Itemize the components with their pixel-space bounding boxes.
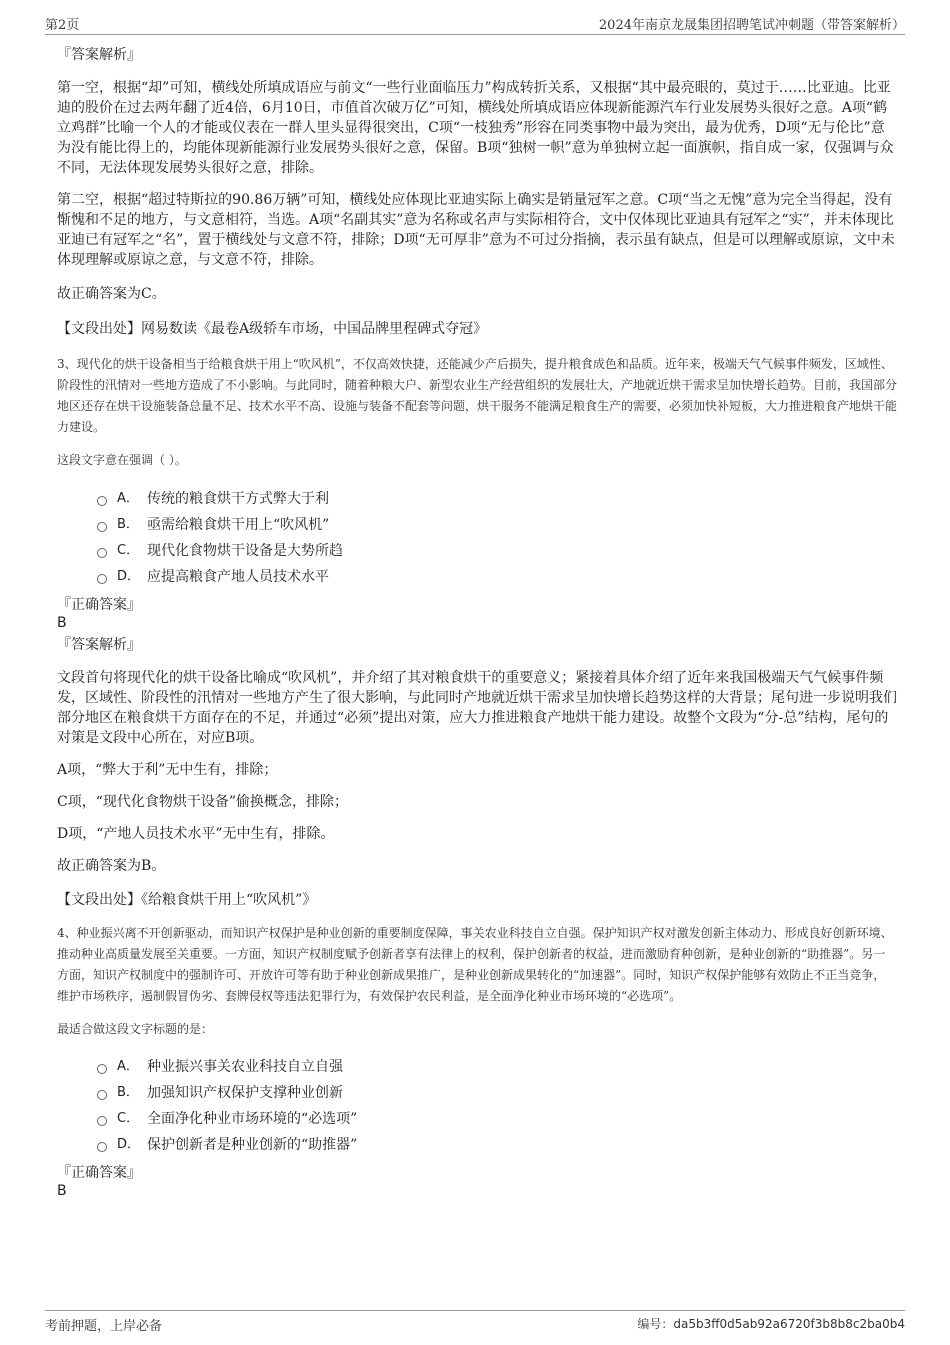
conclusion: 故正确答案为B。 xyxy=(57,858,166,874)
question-stem: 4、种业振兴离不开创新驱动，而知识产权保护是种业创新的重要制度保障，事关农业科技自立自强。保护知识产权对激发创新主体动力、形成良好创新环境、推动种业高质量发展至关重要。一方面，知识产权制度赋予创新者享有法律上的权利，保护创新者的权益，进而激励育种创新，是种业创新的“助推器”。另一方面，知识产权制度中的强制许可、开放许可等有助于种业创新成果推广，是种业创新成果转化的“加速器”。同时，知识产权保护能够有效防止不正当竞争，维护市场秩序，遏制假冒伪劣、套牌侵权等违法犯罪行为，有效保护农民利益，是全面净化种业市场环境的“必选项”。 xyxy=(57,926,893,1003)
radio-icon[interactable] xyxy=(97,1064,107,1074)
elimination-a: A项，“弊大于利”无中生有，排除； xyxy=(57,762,278,778)
elimination-d: D项，“产地人员技术水平”无中生有，排除。 xyxy=(57,826,335,842)
option-letter: C． xyxy=(117,1111,140,1126)
option-b[interactable] xyxy=(97,512,897,538)
code-value: da5b3ff0d5ab92a6720f3b8b8c2ba0b4 xyxy=(673,1317,905,1331)
radio-icon[interactable] xyxy=(97,548,107,558)
question-4 xyxy=(57,923,897,1200)
option-text: 现代化食物烘干设备是大势所趋 xyxy=(147,543,343,559)
radio-icon[interactable] xyxy=(97,522,107,532)
page-number: 第2页 xyxy=(45,18,80,33)
source-citation: 【文段出处】《给粮食烘干用上“吹风机”》 xyxy=(57,892,317,908)
analysis-paragraph: 第一空，根据“却”可知，横线处所填成语应与前文“一些行业面临压力”构成转折关系，又根据“其中最亮眼的，莫过于……比亚迪。比亚迪的股价在过去两年翻了近4倍，6月10日，市值首次破万亿”可知，横线处所填成语应体现新能源汽车行业发展势头很好之意。A项“鹤立鸡群”比喻一个人的才能或仪表在一群人里头显得很突出，C项“一枝独秀”形容在同类事物中最为突出，最为优秀，D项“无与伦比”意为没有能比得上的，均能体现新能源行业发展势头很好之意，保留。B项“独树一帜”意为单独树立起一面旗帜，指自成一家，仅强调与众不同，无法体现发展势头很好之意，排除。 xyxy=(57,80,894,176)
main-content xyxy=(57,46,897,1200)
option-d[interactable] xyxy=(97,1132,897,1158)
option-a[interactable] xyxy=(97,486,897,512)
option-a[interactable] xyxy=(97,1054,897,1080)
code-label: 编号： xyxy=(637,1317,674,1331)
option-text: 全面净化种业市场环境的“必选项” xyxy=(147,1111,358,1127)
correct-answer: B xyxy=(57,615,67,631)
option-text: 种业振兴事关农业科技自立自强 xyxy=(147,1059,343,1075)
option-letter: C． xyxy=(117,543,140,558)
document-title: 2024年南京龙晟集团招聘笔试冲刺题（带答案解析） xyxy=(598,18,905,33)
option-letter: A． xyxy=(117,491,139,506)
option-list xyxy=(97,1054,897,1158)
radio-icon[interactable] xyxy=(97,1090,107,1100)
option-c[interactable] xyxy=(97,538,897,564)
option-text: 应提高粮食产地人员技术水平 xyxy=(147,569,329,585)
radio-icon[interactable] xyxy=(97,1142,107,1152)
analysis-label: 『答案解析』 xyxy=(57,47,141,63)
footer-slogan: 考前押题，上岸必备 xyxy=(45,1319,163,1334)
analysis-paragraph: 文段首句将现代化的烘干设备比喻成“吹风机”，并介绍了其对粮食烘干的重要意义；紧接着具体介绍了近年来我国极端天气气候事件频发，区域性、阶段性的汛情对一些地方产生了很大影响，与此同时产地就近烘干需求呈加快增长趋势这样的大背景；尾句进一步说明我们部分地区在粮食烘干方面存在的不足，并通过“必须”提出对策，应大力推进粮食产地烘干能力建设。故整个文段为“分-总”结构，尾句的对策是文段中心所在，对应B项。 xyxy=(57,670,897,746)
analysis-paragraph: 第二空，根据“超过特斯拉的90.86万辆”可知，横线处应体现比亚迪实际上确实是销量冠军之意。C项“当之无愧”意为完全当得起，没有惭愧和不足的地方，与文意相符，当选。A项“名副其实”意为名称或名声与实际相符合，文中仅体现比亚迪具有冠军之“实”，并未体现比亚迪已有冠军之“名”，置于横线处与文意不符，排除；D项“无可厚非”意为不可过分指摘，表示虽有缺点，但是可以理解或原谅，文中未体现理解或原谅之意，与文意不符，排除。 xyxy=(57,192,895,268)
option-text: 加强知识产权保护支撑种业创新 xyxy=(147,1085,343,1101)
option-letter: B． xyxy=(117,517,139,532)
option-d[interactable] xyxy=(97,564,897,590)
elimination-c: C项，“现代化食物烘干设备”偷换概念，排除； xyxy=(57,794,349,810)
option-letter: B． xyxy=(117,1085,139,1100)
question-stem: 3、现代化的烘干设备相当于给粮食烘干用上“吹风机”，不仅高效快捷，还能减少产后损失，提升粮食成色和品质。近年来，极端天气气候事件频发，区域性、阶段性的汛情对一些地方造成了不小影响。与此同时，随着种粮大户、新型农业生产经营组织的发展壮大，产地就近烘干需求呈加快增长趋势。目前，我国部分地区还存在烘干设施装备总量不足、技术水平不高、设施与装备不配套等问题，烘干服务不能满足粮食生产的需要，必须加快补短板，大力推进粮食产地烘干能力建设。 xyxy=(57,357,898,434)
question-prompt: 最适合做这段文字标题的是： xyxy=(57,1022,214,1036)
option-text: 传统的粮食烘干方式弊大于利 xyxy=(147,491,329,507)
question-prompt: 这段文字意在强调（ ）。 xyxy=(57,453,187,467)
radio-icon[interactable] xyxy=(97,574,107,584)
option-letter: A． xyxy=(117,1059,139,1074)
radio-icon[interactable] xyxy=(97,496,107,506)
answer-label: 『正确答案』 xyxy=(57,597,141,613)
option-b[interactable] xyxy=(97,1080,897,1106)
radio-icon[interactable] xyxy=(97,1116,107,1126)
option-text: 保护创新者是种业创新的“助推器” xyxy=(147,1137,358,1153)
page-footer xyxy=(45,1310,905,1334)
answer-label: 『正确答案』 xyxy=(57,1165,141,1181)
source-citation: 【文段出处】网易数读《最卷A级轿车市场，中国品牌里程碑式夺冠》 xyxy=(57,321,488,337)
analysis-label: 『答案解析』 xyxy=(57,637,141,653)
correct-answer: B xyxy=(57,1183,67,1199)
option-text: 亟需给粮食烘干用上“吹风机” xyxy=(147,517,330,533)
option-letter: D． xyxy=(117,569,141,584)
page-header xyxy=(45,14,905,35)
option-letter: D． xyxy=(117,1137,141,1152)
conclusion: 故正确答案为C。 xyxy=(57,286,166,302)
question-3 xyxy=(57,354,897,910)
option-list xyxy=(97,486,897,590)
question-2-analysis xyxy=(57,46,897,339)
option-c[interactable] xyxy=(97,1106,897,1132)
document-code xyxy=(637,1315,905,1332)
